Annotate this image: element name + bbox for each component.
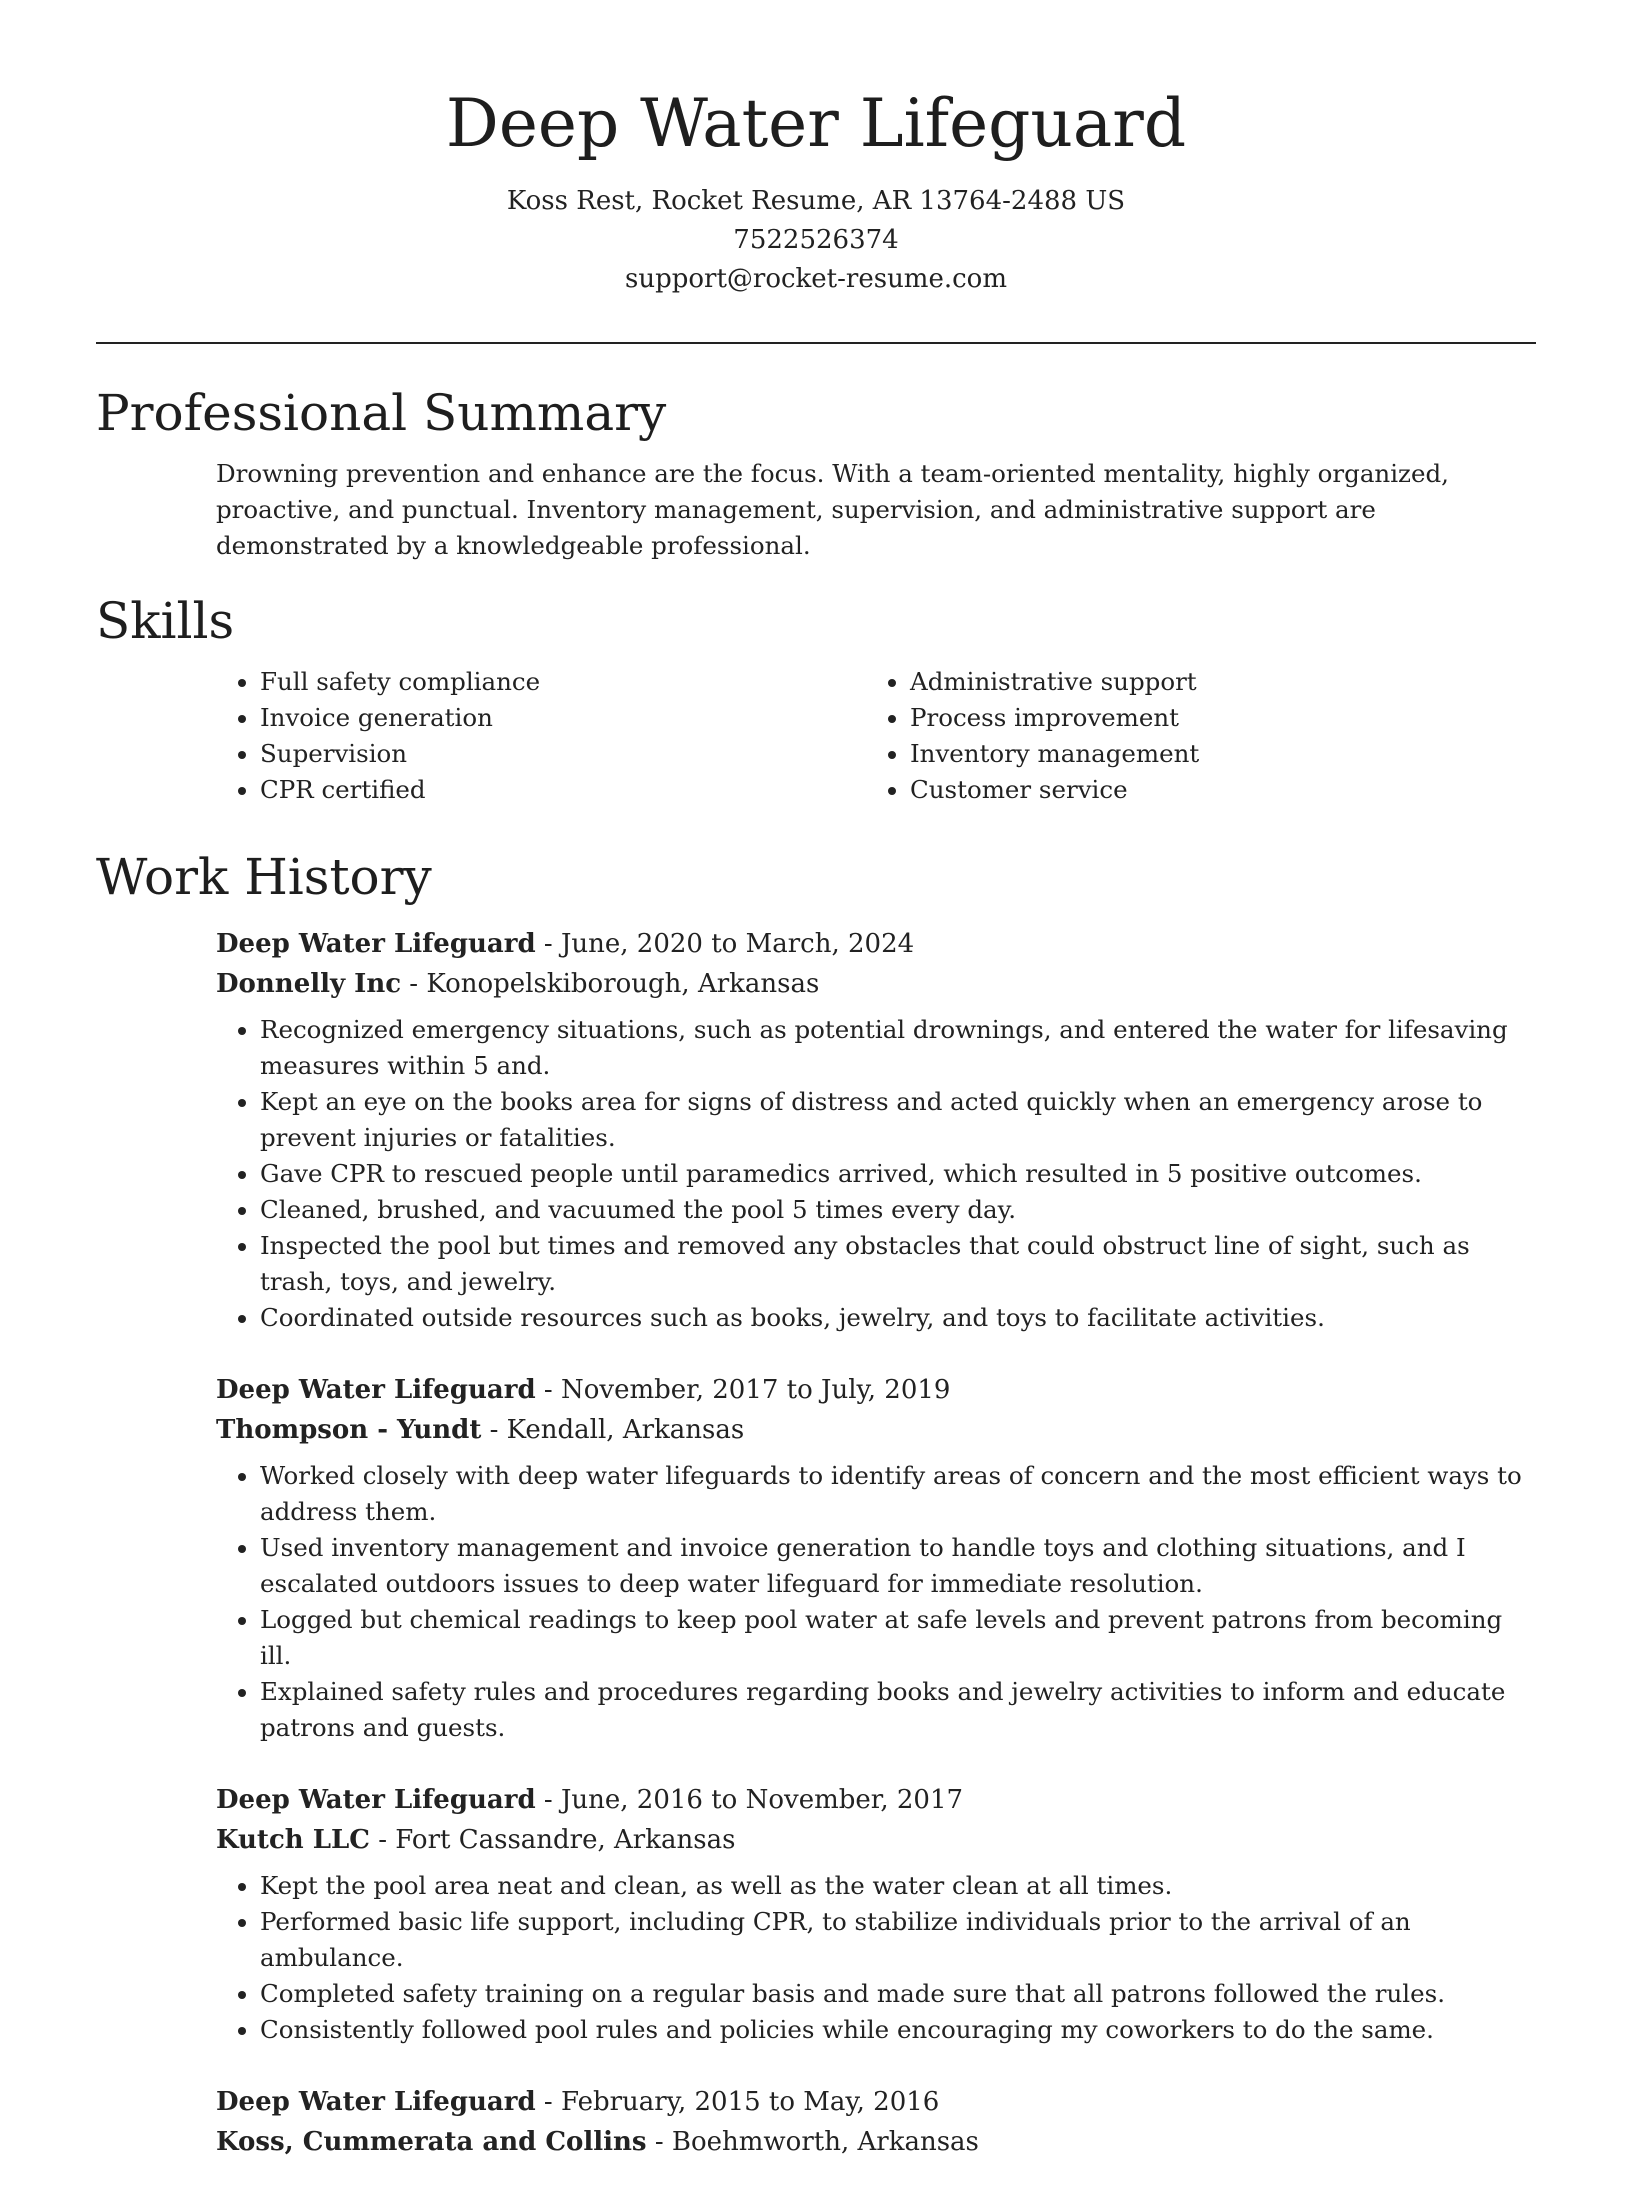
employer-name: Kutch LLC — [216, 1825, 370, 1855]
job-dates: - February, 2015 to May, 2016 — [535, 2087, 940, 2117]
job-title-line — [216, 1780, 1536, 1820]
skill-item: • Inventory management — [910, 736, 1516, 772]
job-bullet: • Explained safety rules and procedures regarding books and jewelry activities to inform and educate patrons and guests. — [260, 1674, 1536, 1746]
skills-list-left — [216, 664, 866, 808]
job-bullet: • Kept the pool area neat and clean, as well as the water clean at all times. — [260, 1868, 1536, 1904]
employer-name: Koss, Cummerata and Collins — [216, 2127, 647, 2157]
phone-text: 7522526374 — [733, 225, 899, 255]
job-bullet: • Kept an eye on the books area for signs of distress and acted quickly when an emergency arose to prevent injuries or fatalities. — [260, 1084, 1536, 1156]
skill-item: • Customer service — [910, 772, 1516, 808]
job-bullets — [216, 1458, 1536, 1746]
summary-section — [96, 378, 1536, 564]
skills-section — [96, 586, 1536, 808]
skill-item: • Invoice generation — [260, 700, 866, 736]
job-bullet: • Gave CPR to rescued people until paramedics arrived, which resulted in 5 positive outcomes. — [260, 1156, 1536, 1192]
skill-item: • Process improvement — [910, 700, 1516, 736]
skills-columns — [216, 664, 1536, 808]
job-title-line — [216, 924, 1536, 964]
job-bullet: • Performed basic life support, including CPR, to stabilize individuals prior to the arrival of an ambulance. — [260, 1904, 1536, 1976]
job-employer-line — [216, 1410, 1536, 1450]
job-entry — [216, 1370, 1536, 1746]
job-location: - Fort Cassandre, Arkansas — [369, 1825, 736, 1855]
job-bullet: • Logged but chemical readings to keep pool water at safe levels and prevent patrons from becoming ill. — [260, 1602, 1536, 1674]
job-bullet: • Coordinated outside resources such as books, jewelry, and toys to facilitate activities. — [260, 1300, 1536, 1336]
job-entry — [216, 924, 1536, 1336]
candidate-name: Deep Water Lifeguard — [445, 85, 1187, 162]
job-dates: - November, 2017 to July, 2019 — [535, 1375, 951, 1405]
job-bullet: • Cleaned, brushed, and vacuumed the pool 5 times every day. — [260, 1192, 1536, 1228]
job-title-line — [216, 1370, 1536, 1410]
resume-header — [96, 80, 1536, 299]
skill-item: • CPR certified — [260, 772, 866, 808]
resume-content — [96, 378, 1536, 2196]
job-location: - Kendall, Arkansas — [481, 1415, 745, 1445]
job-title-line — [216, 2082, 1536, 2122]
summary-heading: Professional Summary — [96, 384, 667, 442]
job-location: - Konopelskiborough, Arkansas — [401, 969, 820, 999]
job-title: Deep Water Lifeguard — [216, 1785, 536, 1815]
skills-list-right — [866, 664, 1516, 808]
header-divider — [96, 342, 1536, 344]
skill-item: • Supervision — [260, 736, 866, 772]
employer-name: Thompson - Yundt — [216, 1415, 482, 1445]
job-entry — [216, 2082, 1536, 2162]
work-history-heading: Work History — [96, 848, 432, 906]
job-employer-line — [216, 1820, 1536, 1860]
skill-item: • Administrative support — [910, 664, 1516, 700]
job-bullet: • Worked closely with deep water lifeguards to identify areas of concern and the most efficient ways to address them. — [260, 1458, 1536, 1530]
job-location: - Boehmworth, Arkansas — [646, 2127, 979, 2157]
job-dates: - June, 2016 to November, 2017 — [535, 1785, 964, 1815]
employer-name: Donnelly Inc — [216, 969, 402, 999]
job-entry — [216, 1780, 1536, 2048]
job-bullet: • Consistently followed pool rules and policies while encouraging my coworkers to do the same. — [260, 2012, 1536, 2048]
job-employer-line — [216, 2122, 1536, 2162]
job-title: Deep Water Lifeguard — [216, 1375, 536, 1405]
job-employer-line — [216, 964, 1536, 1004]
email-text: support@rocket-resume.com — [624, 264, 1007, 294]
skill-item: • Full safety compliance — [260, 664, 866, 700]
job-bullet: • Inspected the pool but times and removed any obstacles that could obstruct line of sight, such as trash, toys, and jewelry. — [260, 1228, 1536, 1300]
job-title: Deep Water Lifeguard — [216, 2087, 536, 2117]
skills-heading: Skills — [96, 592, 235, 650]
job-bullet: • Used inventory management and invoice generation to handle toys and clothing situations, and I escalated outdoors issues to deep water lifeguard for immediate resolution. — [260, 1530, 1536, 1602]
contact-info — [96, 182, 1536, 299]
job-bullets — [216, 1868, 1536, 2048]
job-dates: - June, 2020 to March, 2024 — [535, 929, 915, 959]
job-bullets — [216, 1012, 1536, 1336]
address-text: Koss Rest, Rocket Resume, AR 13764-2488 US — [506, 186, 1126, 216]
summary-text: Drowning prevention and enhance are the focus. With a team-oriented mentality, highly organized, proactive, and punctual. Inventory management, supervision, and administrative support are demonstrated by a knowledgeable professional. — [216, 459, 1449, 560]
job-bullet: • Completed safety training on a regular basis and made sure that all patrons followed the rules. — [260, 1976, 1536, 2012]
job-title: Deep Water Lifeguard — [216, 929, 536, 959]
work-history-section — [96, 842, 1536, 2162]
job-bullet: • Recognized emergency situations, such as potential drownings, and entered the water for lifesaving measures within 5 and. — [260, 1012, 1536, 1084]
